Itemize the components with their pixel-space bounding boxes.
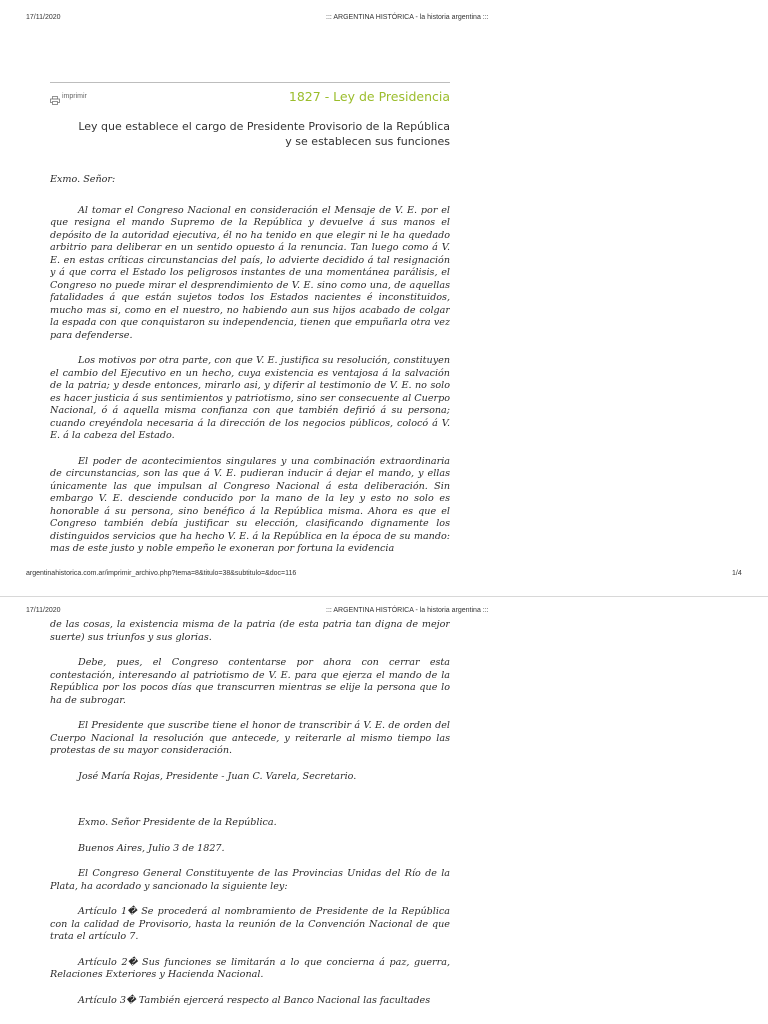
footer-url: argentinahistorica.com.ar/imprimir_archivo.php?tema=8&titulo=38&subtitulo=&doc=116 [26,570,297,577]
document-body [50,174,450,554]
addressee: Exmo. Señor Presidente de la República. [78,817,277,828]
paragraph: Al tomar el Congreso Nacional en consideración el Mensaje de V. E. por el que resigna el mando Supremo de la República y devuelve á sus manos el depósito de la autoridad ejecutiva, él no ha tenido en que elegir ni le ha quedado arbitrio para deliberar en un sentido opuesto á la renuncia. Tan luego como á V. E. en estas críticas circunstancias del país, lo advierte decidido á tal resignación y á que corra el Estado los peligrosos instantes de una momentánea parálisis, el Congreso no puede mirar el desprendimiento de V. E. sino como una, de aquellas fatalidades á que están sujetos todos los Estados nacientes é inconstituidos, mucho mas si, como en el nuestro, no habiendo aun sus hijos acabado de colgar la espada con que conquistaron su independencia, tienen que empuñarla otra vez para defenderse. [50,204,450,341]
document-content [50,619,450,1024]
print-button[interactable] [50,92,87,101]
printer-icon [50,92,60,101]
print-page-2 [0,597,768,1024]
salutation: Exmo. Señor: [50,174,116,185]
header-site-title: ::: ARGENTINA HISTÓRICA - la historia argentina ::: [326,14,489,21]
document-subtitle [50,119,450,149]
header-date: 17/11/2020 [26,607,61,614]
paragraph: El Presidente que suscribe tiene el honor de transcribir á V. E. de orden del Cuerpo Nacional la resolución que antecede, y reiterarle al mismo tiempo las protestas de su mayor consideración. [50,720,450,756]
header-site-title: ::: ARGENTINA HISTÓRICA - la historia argentina ::: [326,607,489,614]
subtitle-line-2: y se establecen sus funciones [285,135,450,148]
dateline: Buenos Aires, Julio 3 de 1827. [78,842,225,854]
article: Artículo 3� También ejercerá respecto al Banco Nacional las facultades [78,994,431,1006]
signature-line: José María Rojas, Presidente - Juan C. Varela, Secretario. [78,770,357,782]
title-bar [50,83,450,105]
paragraph: Los motivos por otra parte, con que V. E. justifica su resolución, constituyen el cambio del Ejecutivo en un hecho, cuya existencia es ventajosa á la salvación de la patria; y desde entonces, mirarlo asi, y diferir al testimonio de V. E. no solo es hacer justicia á sus sentimientos y patriotismo, sino ser consecuente al Cuerpo Nacional, ó á aquella misma confianza con que también defirió á su persona; cuando creyéndola necesaria á la dirección de los negocios públicos, colocó á V. E. á la cabeza del Estado. [50,355,450,441]
document-body [50,619,450,1007]
header-date: 17/11/2020 [26,14,61,21]
paragraph: El poder de acontecimientos singulares y una combinación extraordinaria de circunstancias, son las que á V. E. pudieran inducir á dejar el mando, y ellas únicamente las que impulsan al Congreso Nacional á esta deliberación. Sin embargo V. E. desciende conducido por la mano de la ley y esto no solo es honorable á su persona, sino benéfico á la República misma. Ahora es que el Congreso también debía justificar su elección, clasificando dignamente los distinguidos servicios que ha hecho V. E. á la República en la época de su mando: mas de este justo y noble empeño le exoneran por fortuna la evidencia [50,455,450,554]
article: Artículo 2� Sus funciones se limitarán a lo que concierna á paz, guerra, Relaciones Exteriores y Hacienda Nacional. [50,956,450,980]
paragraph: Debe, pues, el Congreso contentarse por ahora con cerrar esta contestación, interesando al patriotismo de V. E. para que ejerza el mando de la República por los pocos días que transcurren mientras se elije la persona que lo ha de subrogar. [50,657,450,706]
document-content [50,82,450,554]
paragraph: El Congreso General Constituyente de las Provincias Unidas del Río de la Plata, ha acordado y sancionado la siguiente ley: [50,868,450,892]
paragraph-continuation: de las cosas, la existencia misma de la patria (de esta patria tan digna de mejor suerte) sus triunfos y sus glorias. [50,619,450,643]
article: Artículo 1� Se procederá al nombramiento de Presidente de la República con la calidad de Provisorio, hasta la reunión de la Convención Nacional de que trata el artículo 7. [50,906,450,942]
page-number: 1/4 [732,570,742,577]
subtitle-line-1: Ley que establece el cargo de Presidente Provisorio de la República [78,120,450,133]
print-label[interactable]: imprimir [62,93,87,100]
document-title: 1827 - Ley de Presidencia [288,89,450,104]
